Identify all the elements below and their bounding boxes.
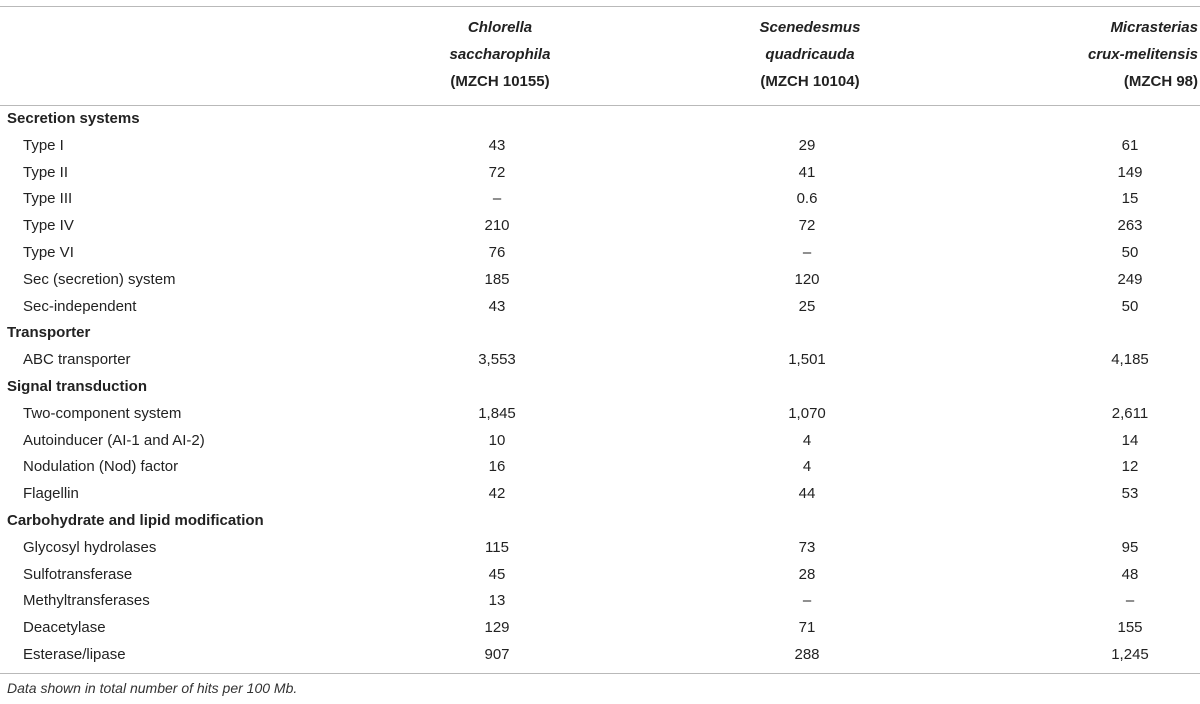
table-body [0,106,1200,669]
section-label: Secretion systems [7,110,140,127]
cell-value: 53 [1121,485,1139,503]
table-row [0,588,1200,615]
section-row [0,374,1200,401]
table-row [0,160,1200,187]
column-species-line2: saccharophila [449,46,551,63]
cell-value: 45 [488,565,506,583]
cell-value: – [492,190,502,208]
cell-value: 120 [794,270,820,288]
row-label: Type II [23,163,69,181]
cell-value: 50 [1121,297,1139,315]
cell-value: 185 [484,270,510,288]
cell-value: 4 [802,431,812,449]
cell-value: 4,185 [1111,351,1149,369]
table-footnote: Data shown in total number of hits per 100 Mb. [7,680,298,696]
column-species-line2: crux-melitensis [1087,46,1198,63]
cell-value: 28 [798,565,816,583]
table-row [0,535,1200,562]
column-species-line1: Micrasterias [1110,19,1198,36]
cell-value: 13 [488,592,506,610]
cell-value: 15 [1121,190,1139,208]
row-label: Autoinducer (AI-1 and AI-2) [23,431,205,449]
cell-value: 25 [798,297,816,315]
table-row [0,401,1200,428]
table-row [0,133,1200,160]
section-row [0,320,1200,347]
cell-value: 10 [488,431,506,449]
column-header-scenedesmus [710,14,910,95]
cell-value: – [802,243,812,261]
cell-value: 43 [488,136,506,154]
row-label: Esterase/lipase [23,645,126,663]
row-label: Glycosyl hydrolases [23,538,157,556]
column-strain: (MZCH 10155) [450,73,550,90]
section-label: Signal transduction [7,377,148,395]
cell-value: 149 [1117,163,1143,181]
table-row [0,267,1200,294]
cell-value: – [802,592,812,610]
cell-value: 50 [1121,243,1139,261]
cell-value: 48 [1121,565,1139,583]
cell-value: 71 [798,619,816,637]
cell-value: 76 [488,243,506,261]
column-strain: (MZCH 10104) [760,73,860,90]
row-label: Deacetylase [23,619,106,637]
table-header [0,6,1200,106]
table-bottom-rule [0,673,1200,674]
cell-value: 3,553 [478,351,516,369]
cell-value: 29 [798,136,816,154]
cell-value: 14 [1121,431,1139,449]
cell-value: 4 [802,458,812,476]
table-row [0,186,1200,213]
row-label: Sec-independent [23,297,137,315]
row-label: Type VI [23,243,74,261]
cell-value: – [1125,592,1135,610]
cell-value: 72 [798,217,816,235]
row-label: Methyltransferases [23,592,150,610]
cell-value: 1,070 [788,404,826,422]
cell-value: 210 [484,217,510,235]
row-label: ABC transporter [23,351,131,369]
table-row [0,428,1200,455]
section-row [0,106,1200,133]
table-row [0,481,1200,508]
cell-value: 249 [1117,270,1143,288]
table-row [0,615,1200,642]
row-label: Sec (secretion) system [23,270,176,288]
table-row [0,642,1200,669]
cell-value: 41 [798,163,816,181]
column-species-line1: Scenedesmus [759,19,861,36]
section-label: Carbohydrate and lipid modification [7,511,264,529]
table-row [0,454,1200,481]
cell-value: 95 [1121,538,1139,556]
row-label: Two-component system [23,404,182,422]
cell-value: 16 [488,458,506,476]
table-row [0,240,1200,267]
cell-value: 155 [1117,619,1143,637]
cell-value: 12 [1121,458,1139,476]
cell-value: 2,611 [1111,404,1149,422]
cell-value: 61 [1121,136,1139,154]
table-row [0,294,1200,321]
cell-value: 1,245 [1111,645,1149,663]
cell-value: 288 [794,645,820,663]
column-species-line1: Chlorella [467,19,533,36]
cell-value: 129 [484,619,510,637]
cell-value: 115 [485,538,509,556]
cell-value: 42 [488,485,506,503]
table-row [0,347,1200,374]
column-strain: (MZCH 98) [1123,73,1198,90]
cell-value: 73 [798,538,816,556]
row-label: Type I [23,136,64,154]
row-label: Type III [23,190,73,208]
cell-value: 72 [488,163,506,181]
row-label: Flagellin [23,485,79,503]
table-row [0,562,1200,589]
table-row [0,213,1200,240]
cell-value: 43 [488,297,506,315]
column-header-chlorella [400,14,600,95]
row-label: Nodulation (Nod) factor [23,458,179,476]
cell-value: 0.6 [796,190,818,208]
section-row [0,508,1200,535]
cell-value: 1,845 [478,404,516,422]
row-label: Sulfotransferase [23,565,133,583]
cell-value: 1,501 [788,351,826,369]
section-label: Transporter [7,324,91,342]
row-label: Type IV [23,217,74,235]
column-header-micrasterias [1000,14,1198,95]
cell-value: 44 [798,485,816,503]
cell-value: 907 [484,645,510,663]
column-species-line2: quadricauda [765,46,855,63]
cell-value: 263 [1117,217,1143,235]
